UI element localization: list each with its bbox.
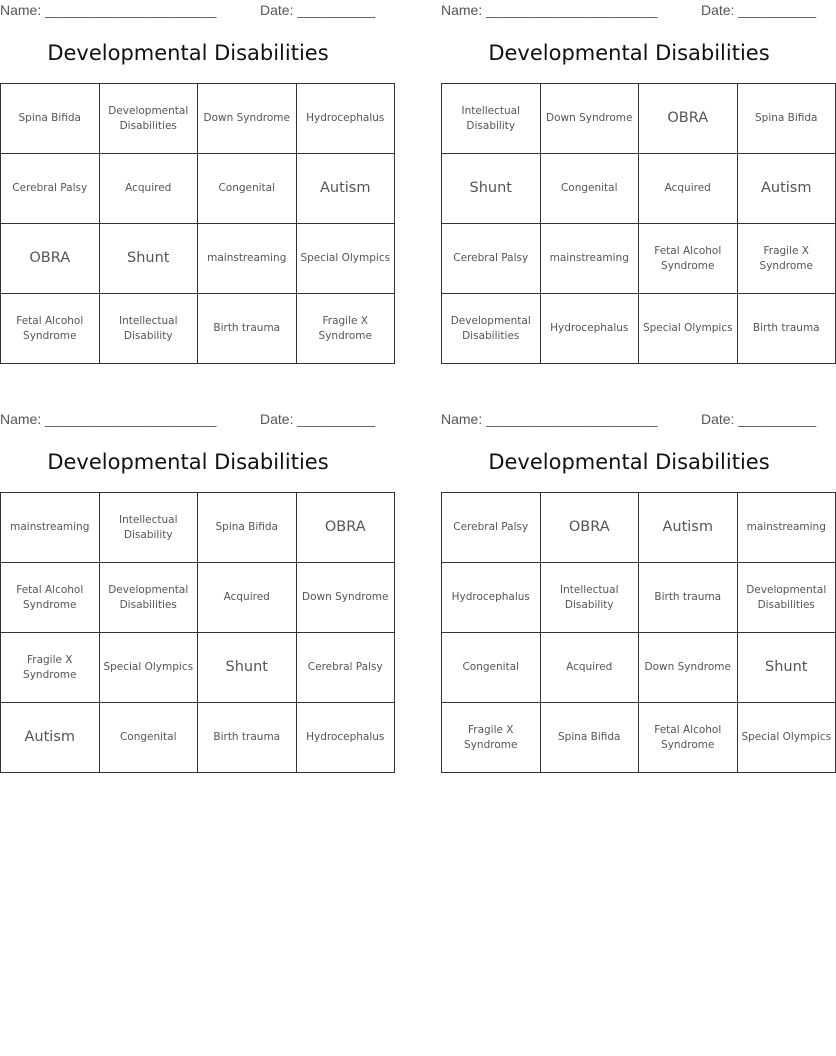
grid-row (1, 703, 395, 773)
bingo-card-2 (441, 0, 820, 374)
grid-cell: Cerebral Palsy (442, 493, 541, 563)
grid-cell: Shunt (198, 633, 297, 703)
grid-cell: Spina Bifida (198, 493, 297, 563)
grid-cell: Fragile X Syndrome (296, 294, 395, 364)
grid-cell: Fetal Alcohol Syndrome (1, 294, 100, 364)
grid-cell: Down Syndrome (198, 84, 297, 154)
grid-cell: Cerebral Palsy (1, 154, 100, 224)
grid-cell: OBRA (639, 84, 738, 154)
header-row (441, 2, 817, 20)
grid-cell: Fragile X Syndrome (737, 224, 836, 294)
grid-cell: Developmental Disabilities (99, 84, 198, 154)
grid-cell: Spina Bifida (1, 84, 100, 154)
grid-cell: Autism (1, 703, 100, 773)
grid-cell: Fragile X Syndrome (442, 703, 541, 773)
card-title: Developmental Disabilities (47, 450, 329, 474)
grid-cell: Spina Bifida (737, 84, 836, 154)
grid-cell: Hydrocephalus (296, 84, 395, 154)
grid-cell: Developmental Disabilities (737, 563, 836, 633)
grid-cell: OBRA (1, 224, 100, 294)
grid-row (1, 633, 395, 703)
grid-cell: OBRA (540, 493, 639, 563)
grid-cell: Developmental Disabilities (99, 563, 198, 633)
grid-cell: Cerebral Palsy (442, 224, 541, 294)
grid-cell: Hydrocephalus (442, 563, 541, 633)
grid-cell: Intellectual Disability (99, 493, 198, 563)
grid-cell: Hydrocephalus (296, 703, 395, 773)
grid-cell: Special Olympics (296, 224, 395, 294)
grid-cell: Congenital (540, 154, 639, 224)
grid-cell: Down Syndrome (296, 563, 395, 633)
grid-cell: Autism (639, 493, 738, 563)
grid-cell: Acquired (198, 563, 297, 633)
grid-cell: Spina Bifida (540, 703, 639, 773)
grid-cell: Down Syndrome (540, 84, 639, 154)
grid-cell: Acquired (639, 154, 738, 224)
grid-cell: Birth trauma (639, 563, 738, 633)
bingo-card-3 (0, 409, 389, 783)
header-row (0, 2, 376, 20)
bingo-grid (0, 492, 395, 773)
grid-cell: Birth trauma (198, 294, 297, 364)
grid-cell: Acquired (540, 633, 639, 703)
grid-cell: Intellectual Disability (540, 563, 639, 633)
card-title: Developmental Disabilities (488, 450, 770, 474)
grid-cell: mainstreaming (540, 224, 639, 294)
grid-cell: Congenital (198, 154, 297, 224)
grid-row (442, 154, 836, 224)
grid-row (1, 493, 395, 563)
grid-cell: Birth trauma (198, 703, 297, 773)
grid-cell: Acquired (99, 154, 198, 224)
grid-cell: Intellectual Disability (99, 294, 198, 364)
date-field: Date: __________ (701, 2, 817, 18)
grid-cell: Cerebral Palsy (296, 633, 395, 703)
grid-cell: Special Olympics (99, 633, 198, 703)
grid-cell: Autism (737, 154, 836, 224)
grid-cell: Congenital (442, 633, 541, 703)
name-field: Name: ______________________ (0, 411, 217, 427)
grid-row (1, 154, 395, 224)
grid-cell: Hydrocephalus (540, 294, 639, 364)
grid-row (1, 84, 395, 154)
date-field: Date: __________ (260, 2, 376, 18)
grid-row (442, 563, 836, 633)
bingo-card-1 (0, 0, 391, 374)
grid-cell: Shunt (99, 224, 198, 294)
grid-row (442, 84, 836, 154)
grid-cell: OBRA (296, 493, 395, 563)
date-field: Date: __________ (701, 411, 817, 427)
grid-row (1, 563, 395, 633)
bingo-card-4 (441, 409, 832, 783)
grid-cell: Fetal Alcohol Syndrome (639, 703, 738, 773)
grid-cell: Shunt (737, 633, 836, 703)
grid-row (442, 633, 836, 703)
grid-cell: Fragile X Syndrome (1, 633, 100, 703)
grid-cell: mainstreaming (198, 224, 297, 294)
grid-row (1, 224, 395, 294)
grid-row (442, 493, 836, 563)
grid-cell: Fetal Alcohol Syndrome (1, 563, 100, 633)
bingo-grid (441, 83, 836, 364)
name-field: Name: ______________________ (0, 2, 217, 18)
grid-cell: Birth trauma (737, 294, 836, 364)
bingo-grid (441, 492, 836, 773)
card-title: Developmental Disabilities (488, 41, 770, 65)
header-row (0, 411, 376, 429)
name-field: Name: ______________________ (441, 411, 658, 427)
grid-cell: Special Olympics (737, 703, 836, 773)
grid-cell: Developmental Disabilities (442, 294, 541, 364)
grid-row (442, 224, 836, 294)
grid-cell: Intellectual Disability (442, 84, 541, 154)
grid-cell: mainstreaming (737, 493, 836, 563)
grid-row (442, 294, 836, 364)
grid-cell: Congenital (99, 703, 198, 773)
grid-cell: Autism (296, 154, 395, 224)
card-title: Developmental Disabilities (47, 41, 329, 65)
grid-cell: Down Syndrome (639, 633, 738, 703)
grid-cell: Fetal Alcohol Syndrome (639, 224, 738, 294)
grid-cell: Shunt (442, 154, 541, 224)
grid-row (1, 294, 395, 364)
grid-cell: mainstreaming (1, 493, 100, 563)
date-field: Date: __________ (260, 411, 376, 427)
bingo-grid (0, 83, 395, 364)
grid-cell: Special Olympics (639, 294, 738, 364)
grid-row (442, 703, 836, 773)
name-field: Name: ______________________ (441, 2, 658, 18)
header-row (441, 411, 817, 429)
